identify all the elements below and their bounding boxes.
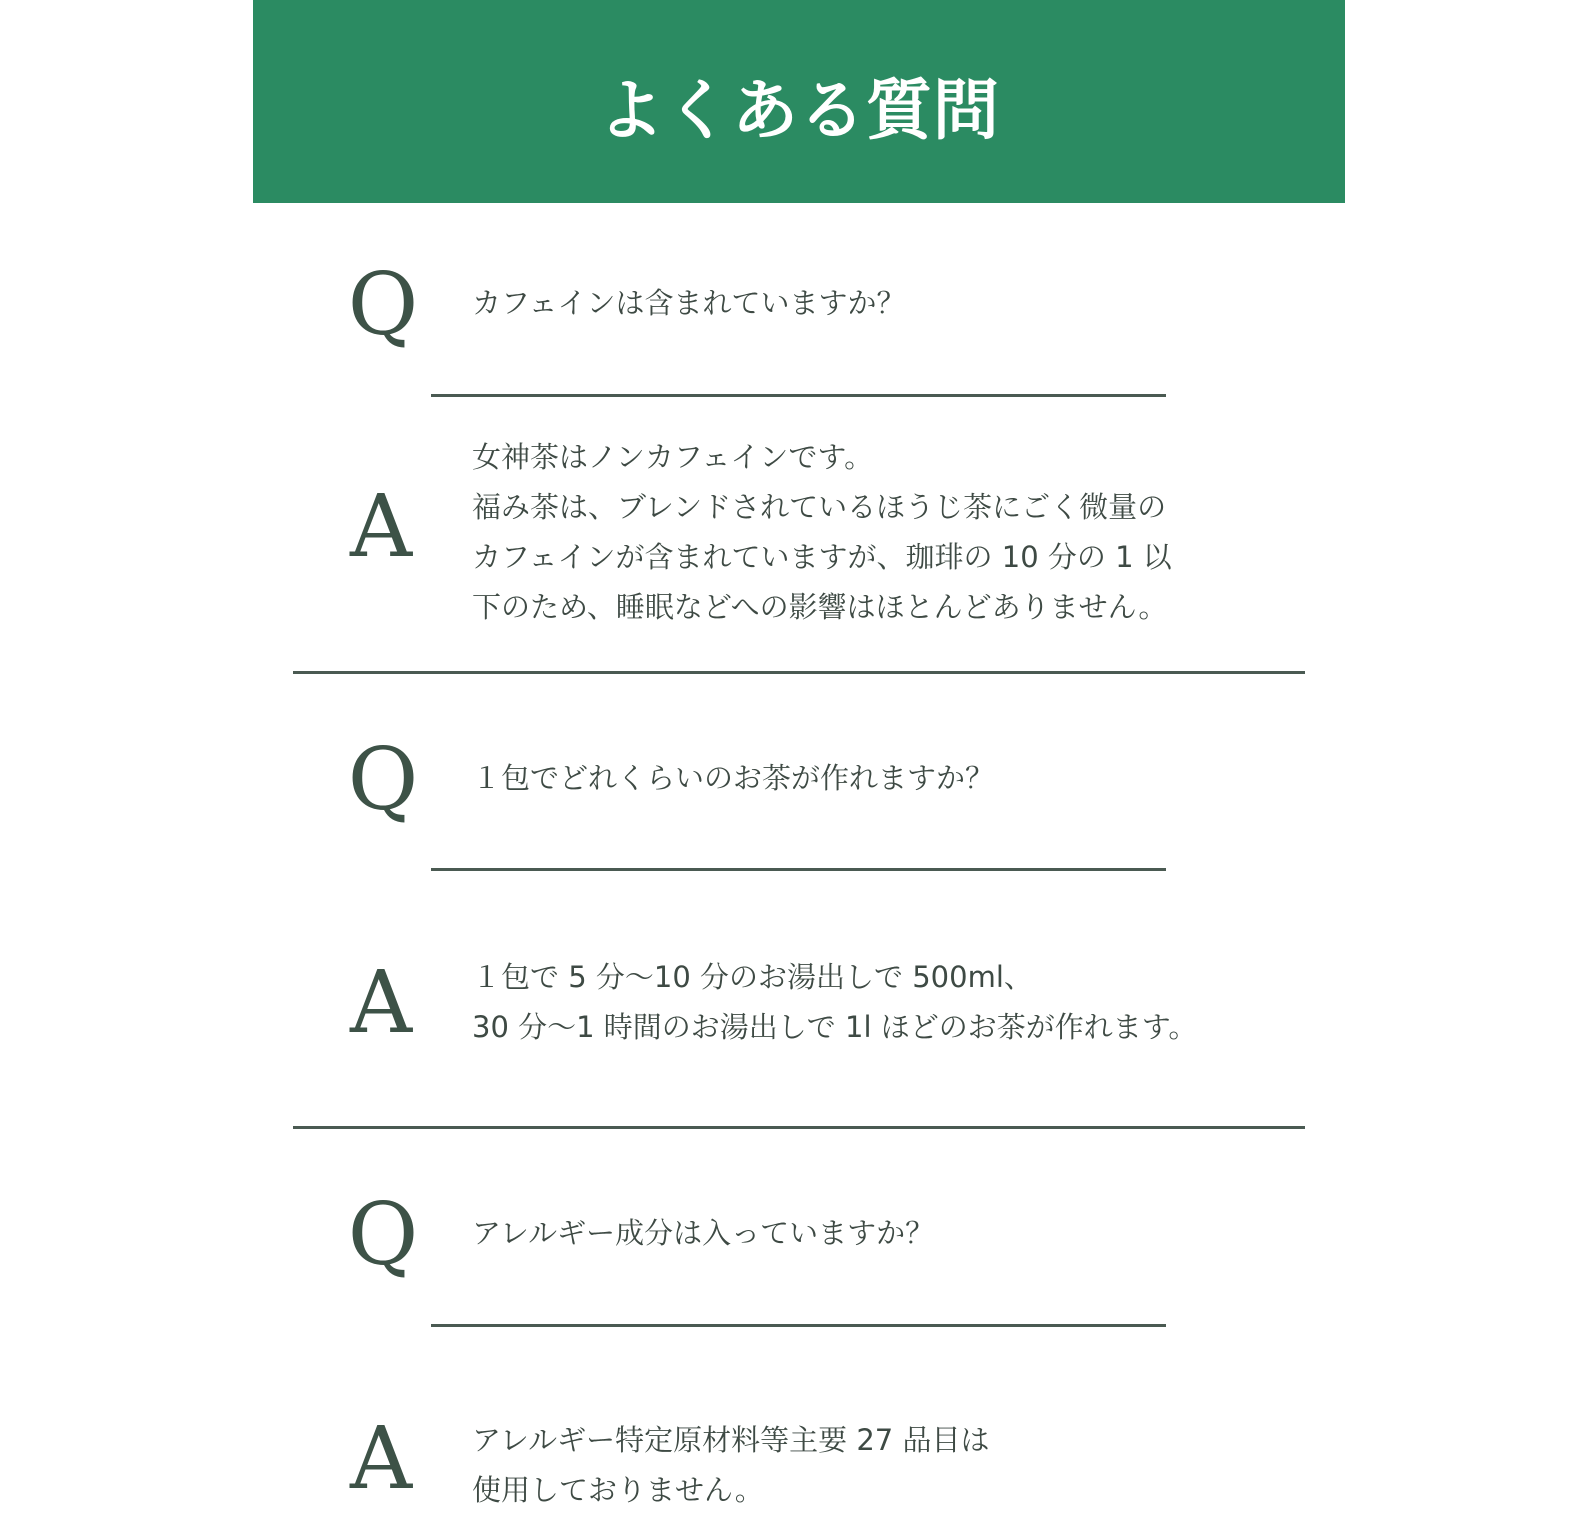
question-text-1: カフェインは含まれていますか？ <box>472 286 906 320</box>
page-title: よくある質問 <box>598 72 1000 149</box>
question-mark-2: Q <box>347 730 419 830</box>
answer-mark-1: A <box>349 477 413 577</box>
question-mark-1: Q <box>347 255 419 355</box>
answer-text-1 <box>472 432 1172 632</box>
section-divider-1 <box>293 671 1305 674</box>
answer-1-line-1: 女神茶はノンカフェインです。 <box>472 440 874 474</box>
qa-divider-1 <box>431 394 1166 397</box>
answer-1-line-3: カフェインが含まれていますが、珈琲の 10 分の 1 以 <box>472 540 1172 574</box>
answer-text-2 <box>472 952 1197 1052</box>
question-text-2: １包でどれくらいのお茶が作れますか？ <box>472 761 995 795</box>
qa-divider-3 <box>431 1324 1166 1327</box>
answer-text-3 <box>472 1415 989 1515</box>
section-divider-2 <box>293 1126 1305 1129</box>
answer-mark-3: A <box>349 1409 413 1509</box>
qa-divider-2 <box>431 868 1166 871</box>
answer-mark-2: A <box>349 953 413 1053</box>
faq-header <box>253 0 1345 203</box>
answer-3-line-2: 使用しておりません。 <box>472 1473 764 1507</box>
answer-3-line-1: アレルギー特定原材料等主要 27 品目は <box>472 1423 990 1457</box>
answer-1-line-2: 福み茶は、ブレンドされているほうじ茶にごく微量の <box>472 490 1167 524</box>
question-mark-3: Q <box>347 1185 419 1285</box>
question-text-3: アレルギー成分は入っていますか？ <box>472 1216 935 1250</box>
answer-2-line-2: 30 分～1 時間のお湯出しで 1l ほどのお茶が作れます。 <box>472 1010 1198 1044</box>
answer-1-line-4: 下のため、睡眠などへの影響はほとんどありません。 <box>472 590 1168 624</box>
answer-2-line-1: １包で 5 分～10 分のお湯出しで 500ml、 <box>472 960 1033 994</box>
